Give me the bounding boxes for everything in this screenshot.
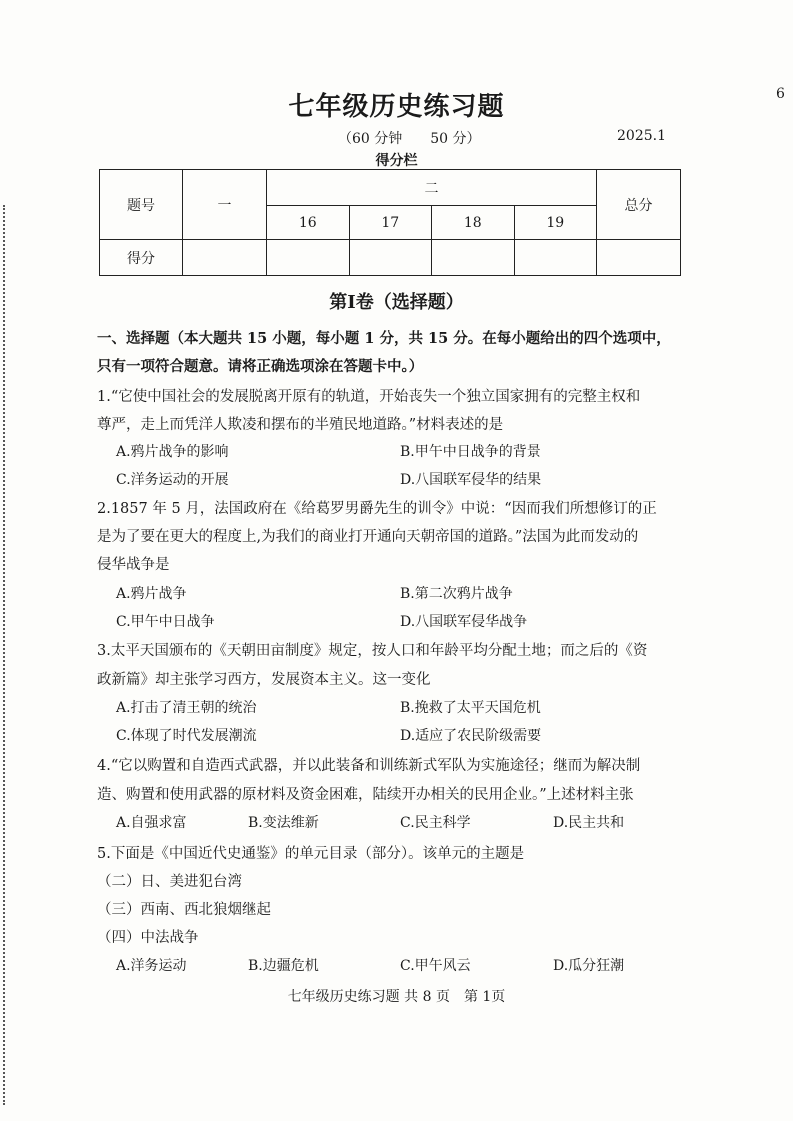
- total-score-header: 总分: [597, 170, 681, 240]
- question-1-text: 1.“它使中国社会的发展脱离开原有的轨道，开始丧失一个独立国家拥有的完整主权和: [97, 389, 641, 405]
- score-bar-label: 得分栏: [375, 153, 418, 169]
- q1-option-a: A.鸦片战争的影响: [116, 444, 229, 460]
- exam-date: 2025.1: [617, 128, 666, 144]
- q2-option-d: D.八国联军侵华战争: [400, 614, 528, 630]
- q3-option-a: A.打击了清王朝的统治: [116, 700, 257, 716]
- q3-option-b: B.挽救了太平天国危机: [400, 700, 541, 716]
- q1-option-d: D.八国联军侵华的结果: [400, 472, 542, 488]
- q1-option-c: C.洋务运动的开展: [116, 472, 229, 488]
- question-2-text: 2.1857 年 5 月，法国政府在《给葛罗男爵先生的训令》中说：“因而我们所想修订的正: [97, 501, 657, 517]
- sub-col-18: 18: [432, 206, 515, 240]
- q4-option-a: A.自强求富: [116, 815, 187, 831]
- question-4-text: 4.“它以购置和自造西式武器，并以此装备和训练新式军队为实施途径；继而为解决制: [97, 758, 641, 774]
- question-4-text: 造、购置和使用武器的原材料及资金困难，陆续开办相关的民用企业。”上述材料主张: [97, 787, 634, 803]
- score-cell-part-one: [183, 240, 267, 276]
- score-cell-18: [432, 240, 515, 276]
- score-cell-total: [597, 240, 681, 276]
- question-5-text: 5.下面是《中国近代史通鉴》的单元目录（部分）。该单元的主题是: [97, 846, 525, 862]
- q3-option-c: C.体现了时代发展潮流: [116, 728, 257, 744]
- question-2-text: 是为了要在更大的程度上,为我们的商业打开通向天朝帝国的道路。”法国为此而发动的: [97, 529, 639, 545]
- q3-option-d: D.适应了农民阶级需要: [400, 728, 542, 744]
- question-1-text: 尊严，走上而凭洋人欺凌和摆布的半殖民地道路。”材料表述的是: [97, 417, 504, 433]
- part-one-header: 一: [183, 170, 267, 240]
- part-two-header: 二: [267, 170, 597, 206]
- q4-option-d: D.民主共和: [553, 815, 625, 831]
- score-cell-19: [514, 240, 597, 276]
- q4-option-b: B.变法维新: [248, 815, 319, 831]
- q5-option-c: C.甲午风云: [400, 958, 471, 974]
- question-number-header: 题号: [100, 170, 183, 240]
- q2-option-c: C.甲午中日战争: [116, 614, 215, 630]
- q5-option-a: A.洋务运动: [116, 958, 187, 974]
- sub-col-16: 16: [267, 206, 350, 240]
- score-cell-17: [349, 240, 432, 276]
- question-5-catalog-item: （三）西南、西北狼烟继起: [97, 902, 271, 918]
- question-2-text: 侵华战争是: [97, 557, 170, 573]
- q5-option-b: B.边疆危机: [248, 958, 319, 974]
- binding-margin-dotted-line: [3, 205, 5, 1105]
- corner-page-mark: 6: [776, 86, 785, 102]
- page-footer: 七年级历史练习题 共 8 页 第 1页: [287, 989, 506, 1005]
- instruction-line: 只有一项符合题意。请将正确选项涂在答题卡中。）: [97, 358, 424, 375]
- q2-option-a: A.鸦片战争: [116, 586, 187, 602]
- question-3-text: 政新篇》却主张学习西方，发展资本主义。这一变化: [97, 672, 431, 688]
- q2-option-b: B.第二次鸦片战争: [400, 586, 513, 602]
- q4-option-c: C.民主科学: [400, 815, 471, 831]
- q5-option-d: D.瓜分狂潮: [553, 958, 625, 974]
- exam-title: 七年级历史练习题: [288, 92, 505, 122]
- score-table: [99, 169, 681, 276]
- question-3-text: 3.太平天国颁布的《天朝田亩制度》规定，按人口和年龄平均分配土地；而之后的《资: [97, 643, 648, 659]
- instruction-line: 一、选择题（本大题共 15 小题，每小题 1 分，共 15 分。在每小题给出的四个选项中，: [97, 330, 671, 347]
- exam-time-score: （60 分钟 50 分）: [338, 131, 481, 147]
- score-cell-16: [267, 240, 350, 276]
- sub-col-17: 17: [349, 206, 432, 240]
- section-title: 第Ⅰ卷（选择题）: [329, 292, 464, 313]
- question-5-catalog-item: （二）日、美进犯台湾: [97, 874, 242, 890]
- question-5-catalog-item: （四）中法战争: [97, 930, 199, 946]
- q1-option-b: B.甲午中日战争的背景: [400, 444, 541, 460]
- score-row-header: 得分: [100, 240, 183, 276]
- sub-col-19: 19: [514, 206, 597, 240]
